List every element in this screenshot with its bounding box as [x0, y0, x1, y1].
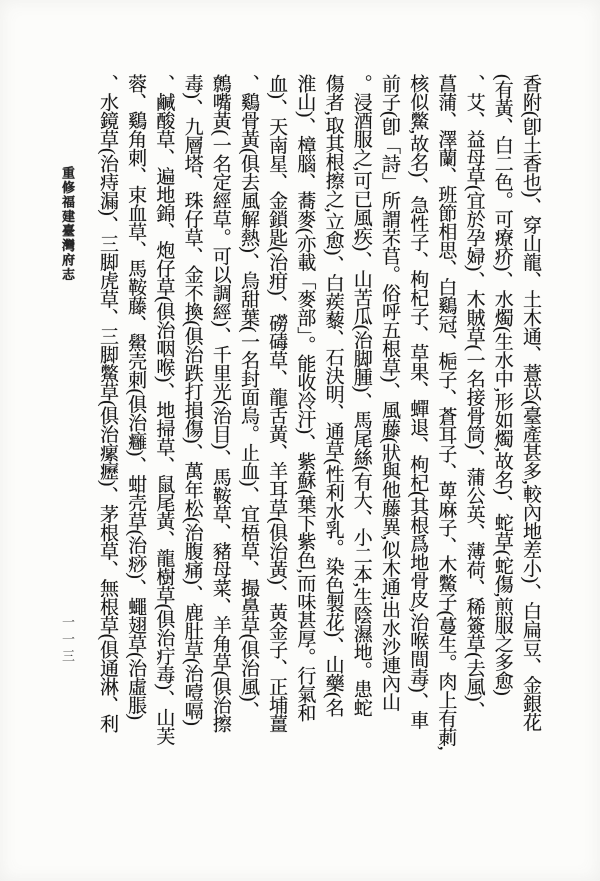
text-column: (有黃、白二色。可療疥)、水燭(生水中,形如燭,故名)、蛇草(蛇傷,煎服之多愈)	[491, 74, 513, 696]
page-number: 一一三	[60, 615, 75, 666]
text-column: 香附(卽土香也)、穿山龍、土木通、薏苡(臺產甚多,較內地差小)、白扁豆、金銀花	[520, 74, 541, 731]
text-column: 、鹹酸草、遍地錦、炮仔草(俱治咽喉)、地掃草、鼠尾黃、龍樹草(俱治疔毒)、山芙	[153, 74, 175, 745]
text-column: 、水鏡草(治痔漏)、三脚虎草、三脚鱉草(俱治瘰癧)、茅根草、無根草(俱通淋、利	[96, 74, 118, 733]
text-column: 毒)、九層塔、珠仔草、金不換(俱治跌打損傷)、萬年松(治腹痛)、鹿肚草(治噎嗝)	[181, 74, 203, 726]
text-column: 前子(卽「詩」所謂芣苢。俗呼五根草)、風藤(狀與他藤異,似木通;出水沙連內山	[378, 74, 400, 712]
text-column: 淮山)、樟腦、蕎麥(亦載「麥部」。能收冷汗)、紫蘇(葉下紫色,而味甚厚。行氣和	[294, 74, 316, 722]
text-column: 、艾、益母草(宜於孕婦)、木賊草(一名接骨筒)、蒲公英、薄荷、稀簽草(去風)、	[463, 74, 485, 720]
text-column: 鷯嘴黃(一名定經草。可以調經)、千里光(治目)、馬鞍草、豬母菜、羊角草(俱治擦	[209, 74, 231, 733]
text-column: 核似鱉,故名)、急性子、枸杞子、草果、蟬退、枸杞(其根爲地骨皮,治喉間毒)、車	[407, 74, 429, 729]
text-column: 蓉、鷄角刺、束血草、馬鞍藤、鱟壳刺(俱治癰)、蚶壳草(治痧)、蠅翅草(治虛脹)	[125, 74, 147, 720]
text-column: 、鷄骨黃(俱去風解熱)、烏甜葉(一名封面烏。止血)、宜梧草、撮鼻草(俱治風)、	[237, 74, 259, 720]
running-title: 重修福建臺灣府志	[60, 166, 75, 282]
text-column: 傷者,取其根擦之,立愈)、白蒺藜、石決明、通草(性利水乳。染色製花)、山藥(名	[322, 74, 344, 717]
text-column: 。浸酒服之,可已風疾)、山苦瓜(治脚腫)、馬尾絲(有大、小二本,生陰濕地。患蛇	[350, 74, 372, 717]
text-column: 血)、天南星、金鎖匙(治疳)、磱碡草、龍舌黃、羊耳草(俱治黃)、黃金子、正埔薑	[266, 74, 288, 733]
text-column: 菖蒲、澤蘭、班節相思、白鷄冠、梔子、蒼耳子、萆麻子、木鱉子(蔓生。肉上有莿,	[435, 74, 457, 751]
main-text-block	[92, 74, 544, 830]
